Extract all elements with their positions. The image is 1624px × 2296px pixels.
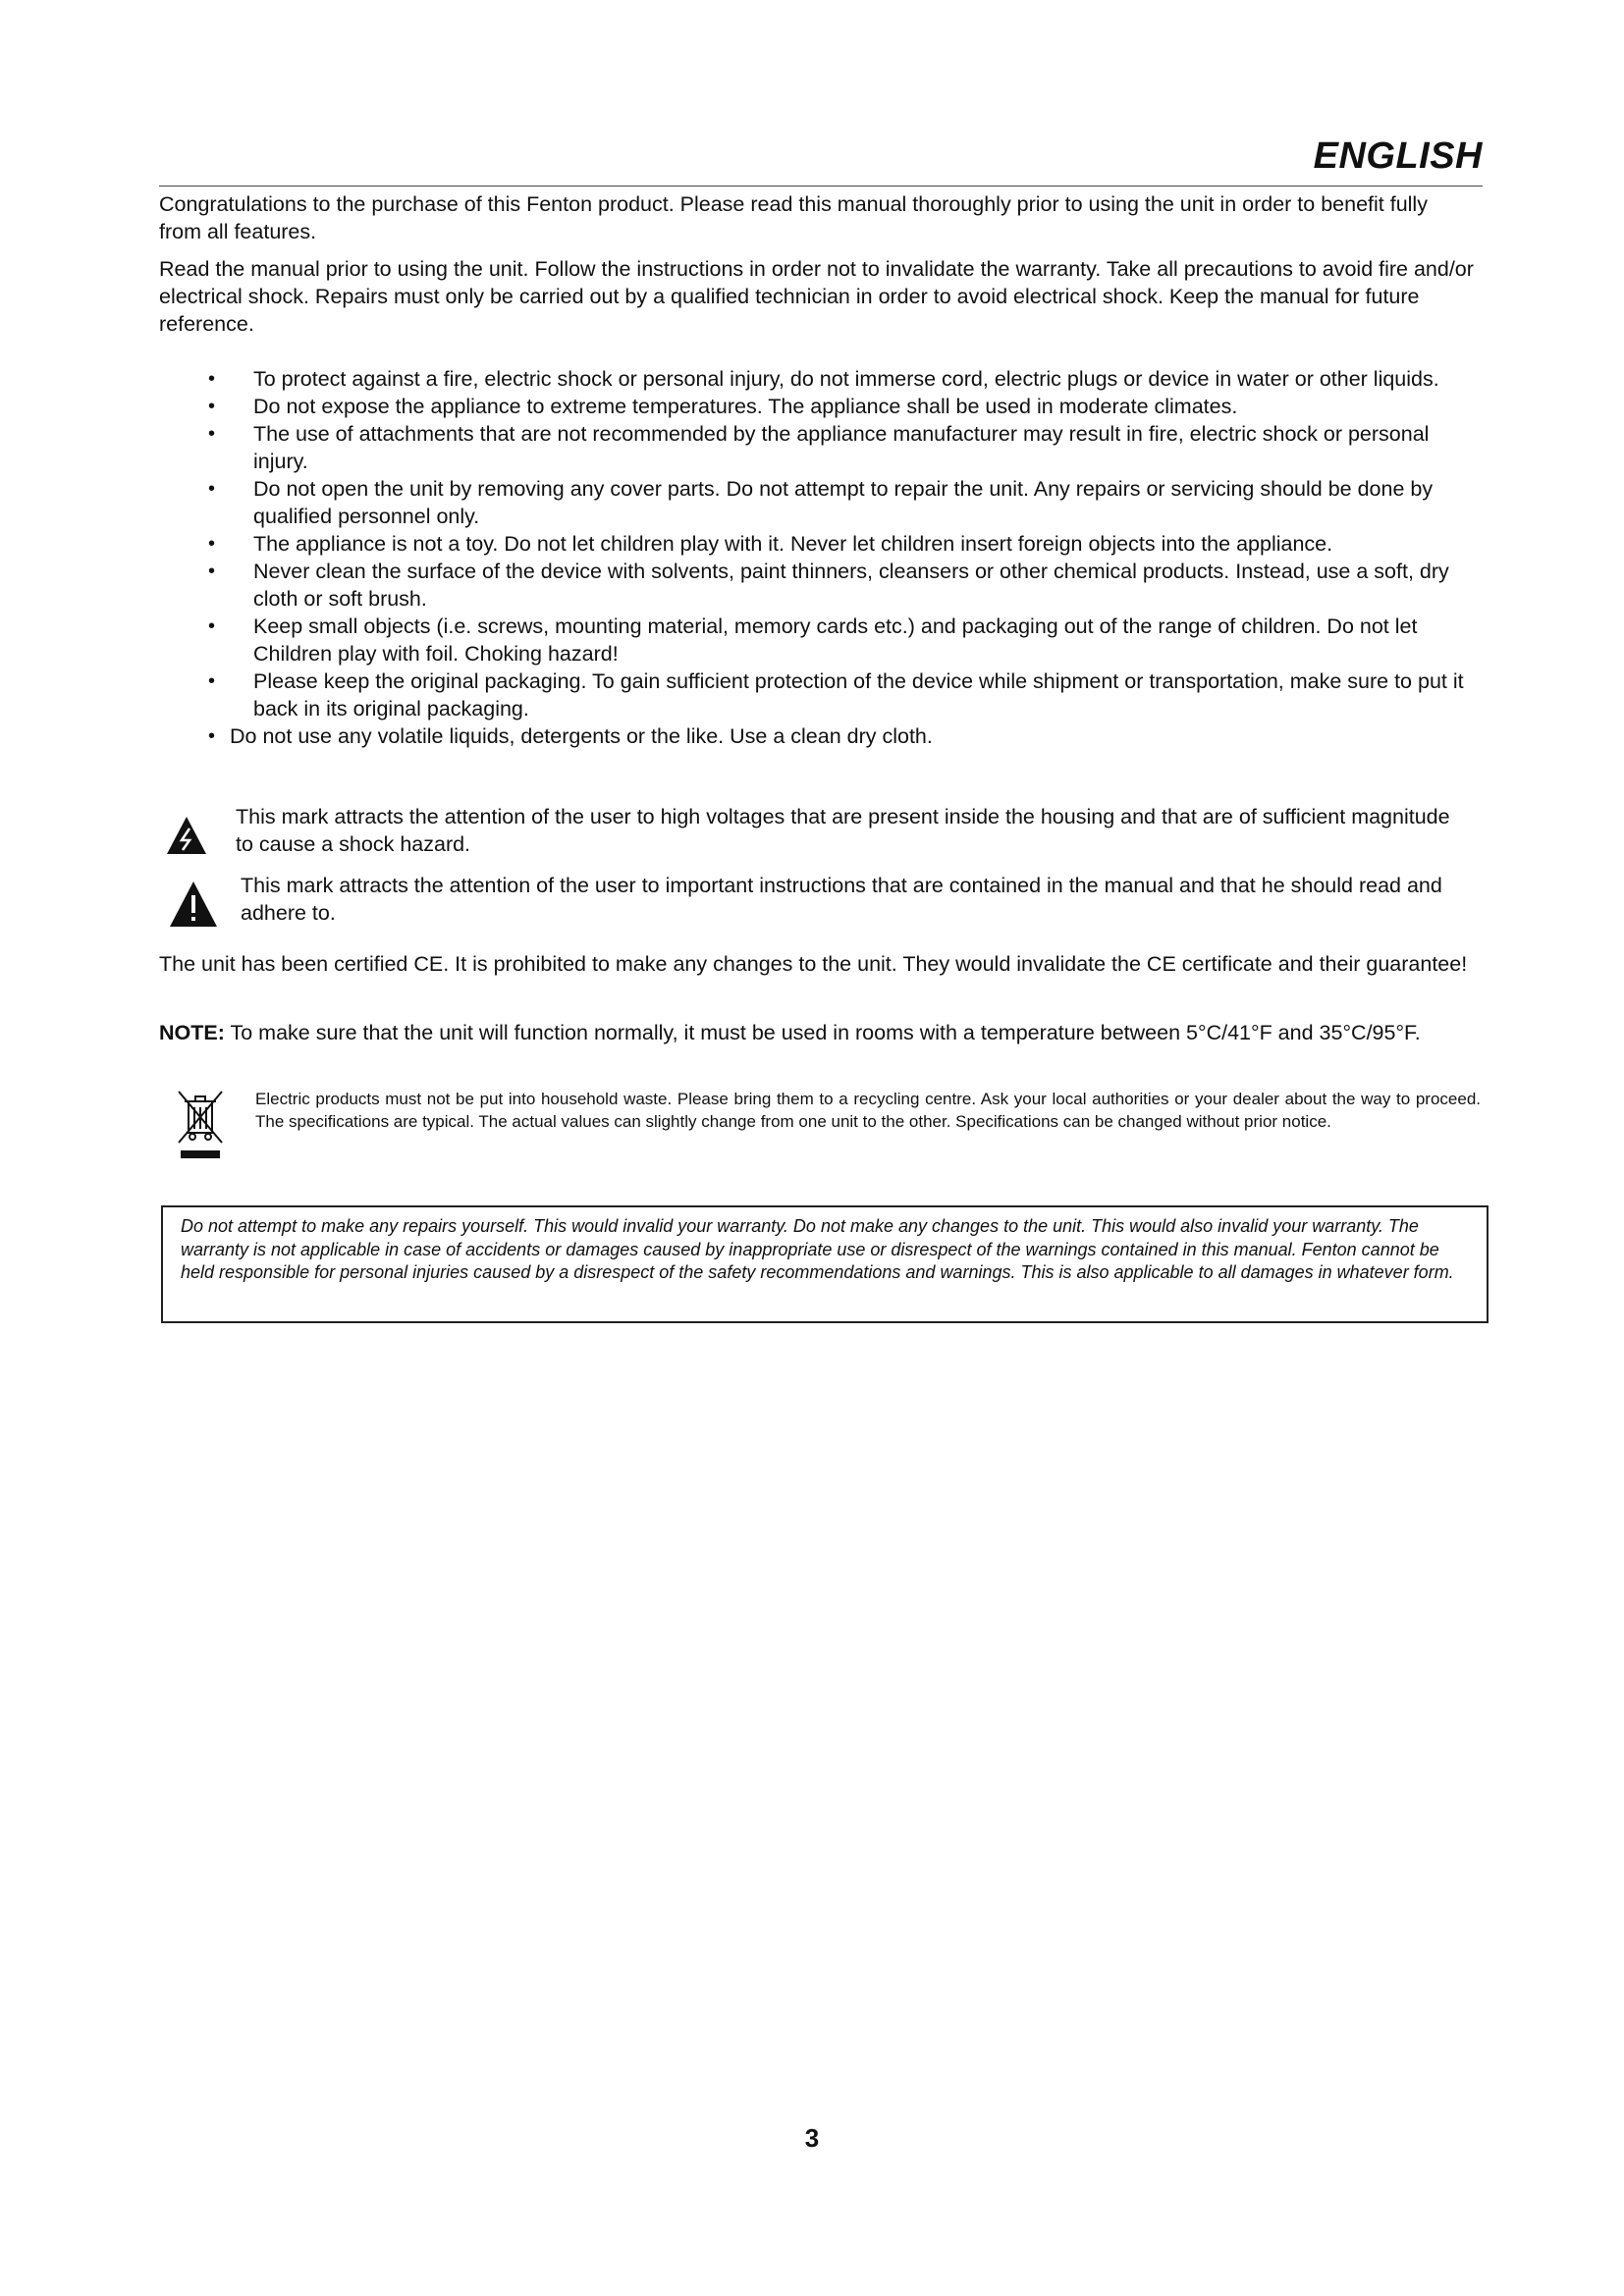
weee-notice-text: Electric products must not be put into household waste. Please bring them to a recycling centre. Ask your local authorities or your dealer about the way to proceed. The specifications are typical. The actual values can slightly change from one unit to the other. Specifications can be changed without prior notice. <box>255 1090 1481 1131</box>
list-item-text: To protect against a fire, electric shock or personal injury, do not immerse cord, electric plugs or device in water or other liquids. <box>253 367 1439 391</box>
high-voltage-icon <box>165 815 208 858</box>
bullet-dot: • <box>208 396 216 417</box>
list-item <box>159 475 1480 530</box>
list-item <box>159 722 1480 750</box>
bullet-dot: • <box>208 725 216 747</box>
bullet-dot: • <box>208 533 216 555</box>
exclamation-warning-icon <box>168 880 219 929</box>
important-instructions-text: This mark attracts the attention of the user to important instructions that are contained in the manual and that he should read and adhere to. <box>241 874 1442 925</box>
high-voltage-warning <box>159 803 1480 862</box>
safety-bullet-list <box>159 365 1480 750</box>
list-item <box>159 365 1480 393</box>
high-voltage-warning-text: This mark attracts the attention of the user to high voltages that are present inside the housing and that are of sufficient magnitude to cause a shock hazard. <box>236 805 1450 856</box>
list-item-text: The use of attachments that are not recommended by the appliance manufacturer may result in fire, electric shock or personal injury. <box>253 422 1430 473</box>
bullet-dot: • <box>208 615 216 637</box>
list-item-text: Do not use any volatile liquids, detergents or the like. Use a clean dry cloth. <box>230 724 933 748</box>
list-item-text: Do not expose the appliance to extreme temperatures. The appliance shall be used in moderate climates. <box>253 395 1238 418</box>
list-item-text: Please keep the original packaging. To gain sufficient protection of the device while shipment or transportation, make sure to put it back in its original packaging. <box>253 669 1464 721</box>
list-item <box>159 420 1480 475</box>
bullet-dot: • <box>208 561 216 582</box>
page-number: 3 <box>804 2123 820 2153</box>
list-item <box>159 530 1480 558</box>
list-item-text: Keep small objects (i.e. screws, mounting material, memory cards etc.) and packaging out of the range of children. Do not let Children play with foil. Choking hazard! <box>253 614 1418 666</box>
list-item <box>159 558 1480 613</box>
important-instructions-warning <box>159 870 1480 933</box>
bullet-dot: • <box>208 478 216 500</box>
bullet-dot: • <box>208 368 216 390</box>
page-heading: ENGLISH <box>1313 135 1483 177</box>
weee-notice <box>159 1088 1480 1176</box>
bullet-dot: • <box>208 423 216 445</box>
disclaimer-text: Do not attempt to make any repairs yourself. This would invalid your warranty. Do not make any changes to the unit. This would also invalid your warranty. The warranty is not applicable in case of accidents or damages caused by inappropriate use or disrespect of the warnings contained in this manual. Fenton cannot be held responsible for personal injuries caused by a disrespect of the safety recommendations and warnings. This is also applicable to all damages in whatever form. <box>181 1216 1454 1282</box>
note-paragraph <box>159 1019 1455 1046</box>
ce-statement: The unit has been certified CE. It is prohibited to make any changes to the unit. They would invalidate the CE certificate and their guarantee! <box>159 952 1468 976</box>
list-item <box>159 613 1480 667</box>
heading-rule <box>159 186 1483 187</box>
crossed-out-bin-icon <box>175 1088 226 1168</box>
note-text: To make sure that the unit will function normally, it must be used in rooms with a temperature between 5°C/41°F and 35°C/95°F. <box>224 1021 1421 1044</box>
list-item-text: Do not open the unit by removing any cover parts. Do not attempt to repair the unit. Any repairs or servicing should be done by qualified personnel only. <box>253 477 1434 528</box>
intro-paragraph: Congratulations to the purchase of this Fenton product. Please read this manual thoroughly prior to using the unit in order to benefit fully from all features. <box>159 192 1428 243</box>
bullet-dot: • <box>208 670 216 692</box>
note-label: NOTE: <box>159 1021 225 1044</box>
list-item <box>159 667 1480 722</box>
list-item-text: The appliance is not a toy. Do not let children play with it. Never let children insert foreign objects into the appliance. <box>253 532 1333 556</box>
list-item <box>159 393 1480 420</box>
disclaimer-box <box>161 1205 1489 1323</box>
list-item-text: Never clean the surface of the device with solvents, paint thinners, cleansers or other chemical products. Instead, use a soft, dry cloth or soft brush. <box>253 560 1449 611</box>
read-manual-paragraph: Read the manual prior to using the unit. Follow the instructions in order not to invalidate the warranty. Take all precautions to avoid fire and/or electrical shock. Repairs must only be carried out by a qualified technician in order to avoid electrical shock. Keep the manual for future reference. <box>159 257 1474 336</box>
